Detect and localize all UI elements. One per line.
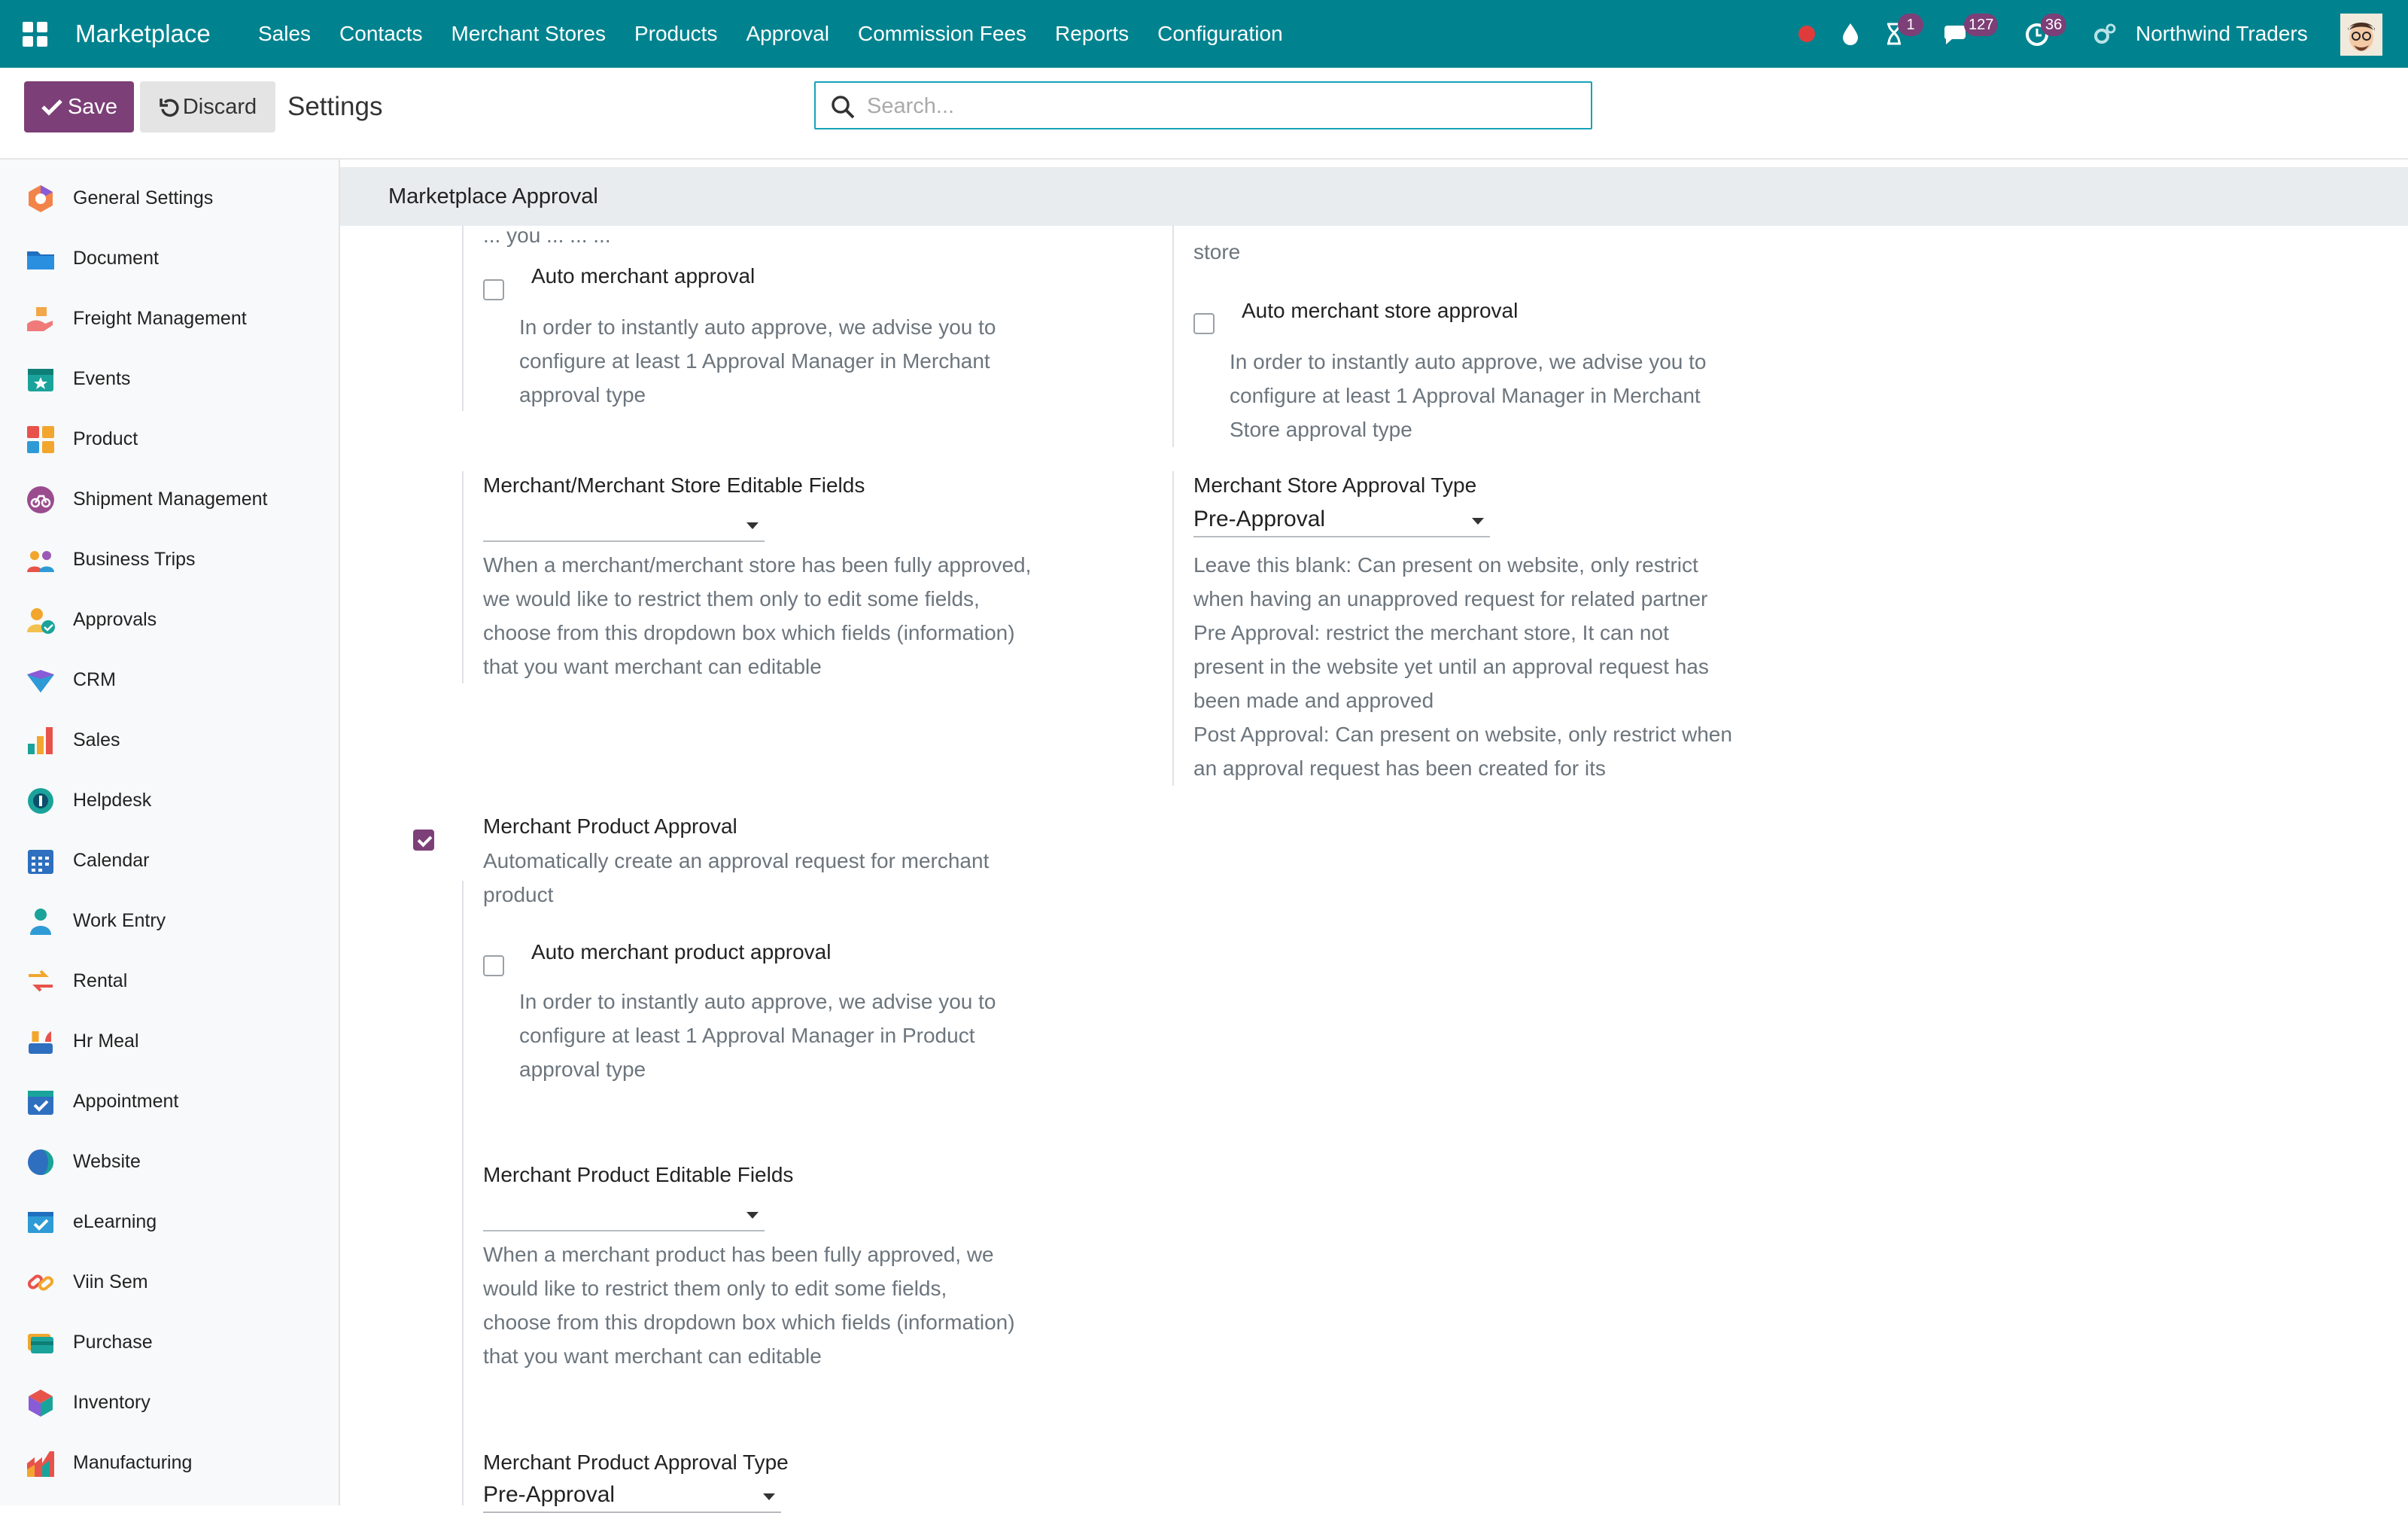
indent-line — [462, 226, 464, 411]
approvals-app-icon — [26, 605, 56, 635]
calendar-app-icon — [26, 846, 56, 876]
sidebar-item-label: Shipment Management — [73, 489, 268, 510]
inventory-app-icon — [26, 1388, 56, 1418]
sidebar-item-approvals[interactable] — [0, 592, 339, 644]
merchant-store-help-tail: store — [1193, 240, 1241, 263]
chevron-down-icon — [746, 522, 759, 529]
rental-app-icon — [26, 967, 56, 997]
menu-commission-fees[interactable]: Commission Fees — [857, 22, 1027, 45]
check-icon — [41, 98, 63, 116]
hourglass-icon[interactable] — [1880, 17, 1915, 48]
indent-line — [462, 471, 464, 683]
merchant-product-approval-type-label: Merchant Product Approval Type — [483, 1451, 789, 1474]
merchant-product-approval-help: Automatically create an approval request for merchant product — [483, 849, 990, 906]
merchant-editable-fields-help: When a merchant/merchant store has been fully approved, we would like to restrict them only to edit some fields, choose from this dropdown box which fields (information) that you want merchant can editable — [483, 553, 1032, 678]
auto-merchant-product-approval-help: In order to instantly auto approve, we advise you to configure at least 1 Approval Manager in Product approval type — [519, 990, 996, 1081]
merchant-product-editable-fields-help: When a merchant product has been fully approved, we would like to restrict them only to edit some fields, choose from this dropdown box which fields (information) that you want merchant can editable — [483, 1243, 1015, 1368]
sidebar-item-label: Helpdesk — [73, 790, 152, 811]
sidebar-item-label: CRM — [73, 669, 116, 690]
chevron-down-icon — [763, 1493, 775, 1500]
clock-badge: 36 — [2041, 14, 2066, 36]
indent-line — [1172, 471, 1174, 786]
appointment-app-icon — [26, 1087, 56, 1117]
section-title: Marketplace Approval — [388, 184, 598, 209]
save-label: Save — [67, 95, 118, 119]
merchant-store-approval-type-select[interactable]: Pre-Approval — [1193, 504, 1490, 537]
undo-icon — [159, 96, 180, 117]
sidebar-item-business-trips[interactable] — [0, 531, 339, 584]
sidebar-item-freight-management[interactable] — [0, 291, 339, 343]
sidebar-item-label: Freight Management — [73, 308, 247, 329]
sidebar-item-inventory[interactable] — [0, 1374, 339, 1427]
product-app-icon — [26, 425, 56, 455]
merchant-product-approval-checkbox[interactable] — [413, 830, 434, 851]
main-menu — [258, 20, 1312, 48]
sidebar-item-label: Business Trips — [73, 549, 196, 570]
menu-approval[interactable]: Approval — [746, 22, 829, 45]
sales-app-icon — [26, 726, 56, 756]
top-navbar — [0, 0, 2408, 68]
app-brand[interactable]: Marketplace — [75, 20, 211, 47]
clipped-help-text-left: ... you ... ... ... — [483, 224, 611, 247]
activity-badge: 1 — [1898, 14, 1923, 36]
discard-label: Discard — [182, 95, 257, 119]
sidebar-item-appointment[interactable] — [0, 1073, 339, 1126]
clock-icon[interactable] — [2023, 17, 2063, 48]
merchant-product-editable-fields-select[interactable] — [483, 1198, 765, 1231]
auto-merchant-store-approval-help: In order to instantly auto approve, we advise you to configure at least 1 Approval Manager in Merchant Store approval type — [1230, 350, 1707, 441]
sidebar-item-general-settings[interactable] — [0, 170, 339, 223]
sidebar-item-label: Viin Sem — [73, 1271, 148, 1292]
merchant-product-approval-type-select[interactable]: Pre-Approval — [483, 1480, 781, 1513]
sidebar-item-hr-meal[interactable] — [0, 1013, 339, 1066]
shipment-app-icon — [26, 485, 56, 515]
search-box[interactable] — [814, 81, 1592, 129]
merchant-product-approval-label: Merchant Product Approval — [483, 814, 737, 838]
purchase-app-icon — [26, 1328, 56, 1358]
sidebar-item-work-entry[interactable] — [0, 893, 339, 945]
sidebar-item-label: Hr Meal — [73, 1030, 139, 1052]
helpdesk-app-icon — [26, 786, 56, 816]
discard-button[interactable] — [140, 81, 275, 132]
sidebar-item-label: Product — [73, 428, 138, 449]
merchant-product-editable-fields-label: Merchant Product Editable Fields — [483, 1163, 794, 1186]
sidebar-item-document[interactable] — [0, 230, 339, 283]
sidebar-item-label: Calendar — [73, 850, 150, 871]
control-panel — [0, 68, 2408, 160]
sidebar-item-manufacturing[interactable] — [0, 1435, 339, 1487]
sidebar-item-elearning[interactable] — [0, 1194, 339, 1247]
auto-merchant-approval-label: Auto merchant approval — [531, 264, 756, 288]
sidebar-item-label: Document — [73, 248, 159, 269]
save-button[interactable] — [24, 81, 134, 132]
messages-icon[interactable] — [1941, 17, 1994, 48]
water-drop-icon[interactable] — [1836, 20, 1865, 48]
sidebar-item-label: Appointment — [73, 1091, 179, 1112]
sidebar-item-label: Events — [73, 368, 131, 389]
sidebar-item-label: Rental — [73, 970, 128, 991]
sidebar-item-label: Manufacturing — [73, 1452, 193, 1473]
search-icon — [831, 95, 855, 119]
menu-merchant-stores[interactable]: Merchant Stores — [451, 22, 606, 45]
auto-merchant-store-approval-label: Auto merchant store approval — [1242, 299, 1519, 322]
sidebar-item-website[interactable] — [0, 1134, 339, 1186]
sidebar-item-sales[interactable] — [0, 712, 339, 765]
sidebar-item-purchase[interactable] — [0, 1314, 339, 1367]
website-app-icon — [26, 1147, 56, 1177]
indent-line — [1172, 226, 1174, 447]
sidebar-item-label: Inventory — [73, 1392, 150, 1413]
merchant-store-approval-type-label: Merchant Store Approval Type — [1193, 473, 1477, 497]
apps-menu-icon[interactable] — [23, 22, 48, 47]
document-app-icon — [26, 244, 56, 274]
sidebar-item-calendar[interactable] — [0, 833, 339, 885]
sidebar-item-label: eLearning — [73, 1211, 157, 1232]
indent-line — [462, 881, 464, 1505]
company-switcher[interactable]: Northwind Traders — [2136, 22, 2308, 45]
auto-merchant-product-approval-label: Auto merchant product approval — [531, 940, 832, 964]
sidebar-item-label: General Settings — [73, 187, 214, 209]
sidebar-item-label: Purchase — [73, 1332, 153, 1353]
sidebar-item-crm[interactable] — [0, 652, 339, 705]
sidebar-item-product[interactable] — [0, 411, 339, 464]
menu-products[interactable]: Products — [634, 22, 718, 45]
status-dot-icon[interactable] — [1792, 20, 1821, 48]
merchant-store-approval-type-help: Leave this blank: Can present on website, only restrict when having an unapproved request for related partner Pre Approval: restrict the merchant store, It can not present in the website yet until an approval request has been made and approved Post Approval: Can present on website, only restrict when an approval request has been created for its — [1193, 553, 1732, 780]
auto-merchant-product-approval-checkbox[interactable] — [483, 955, 504, 976]
viin-sem-app-icon — [26, 1268, 56, 1298]
sidebar-item-helpdesk[interactable] — [0, 772, 339, 825]
sidebar-item-viin-sem[interactable] — [0, 1254, 339, 1307]
sidebar-item-events[interactable] — [0, 351, 339, 403]
hr-meal-app-icon — [26, 1027, 56, 1057]
manufacturing-app-icon — [26, 1448, 56, 1478]
work-entry-app-icon — [26, 906, 56, 936]
auto-merchant-approval-checkbox[interactable] — [483, 279, 504, 300]
chevron-down-icon — [1472, 518, 1484, 525]
sidebar-item-label: Website — [73, 1151, 141, 1172]
messages-badge: 127 — [1964, 14, 1998, 36]
chevron-down-icon — [746, 1212, 759, 1219]
merchant-editable-fields-select[interactable] — [483, 509, 765, 542]
sidebar-item-label: Sales — [73, 729, 120, 750]
sidebar-item-label: Work Entry — [73, 910, 166, 931]
settings-sidebar — [0, 160, 340, 1505]
menu-contacts[interactable]: Contacts — [339, 22, 423, 45]
elearning-app-icon — [26, 1207, 56, 1237]
events-app-icon — [26, 364, 56, 394]
sidebar-item-rental[interactable] — [0, 953, 339, 1006]
merchant-editable-fields-label: Merchant/Merchant Store Editable Fields — [483, 473, 865, 497]
menu-sales[interactable]: Sales — [258, 22, 312, 45]
sidebar-item-label: Approvals — [73, 609, 157, 630]
search-input[interactable] — [865, 89, 1576, 123]
menu-configuration[interactable]: Configuration — [1157, 22, 1283, 45]
page-title: Settings — [287, 92, 383, 121]
freight-app-icon — [26, 304, 56, 334]
sidebar-item-shipment-management[interactable] — [0, 471, 339, 524]
debug-gears-icon[interactable] — [2090, 20, 2119, 48]
auto-merchant-approval-help: In order to instantly auto approve, we advise you to configure at least 1 Approval Manager in Merchant approval type — [519, 315, 996, 406]
settings-app-icon — [26, 184, 56, 214]
auto-merchant-store-approval-checkbox[interactable] — [1193, 313, 1215, 334]
menu-reports[interactable]: Reports — [1055, 22, 1130, 45]
business-trips-app-icon — [26, 545, 56, 575]
crm-app-icon — [26, 665, 56, 696]
user-avatar[interactable] — [2340, 14, 2382, 56]
